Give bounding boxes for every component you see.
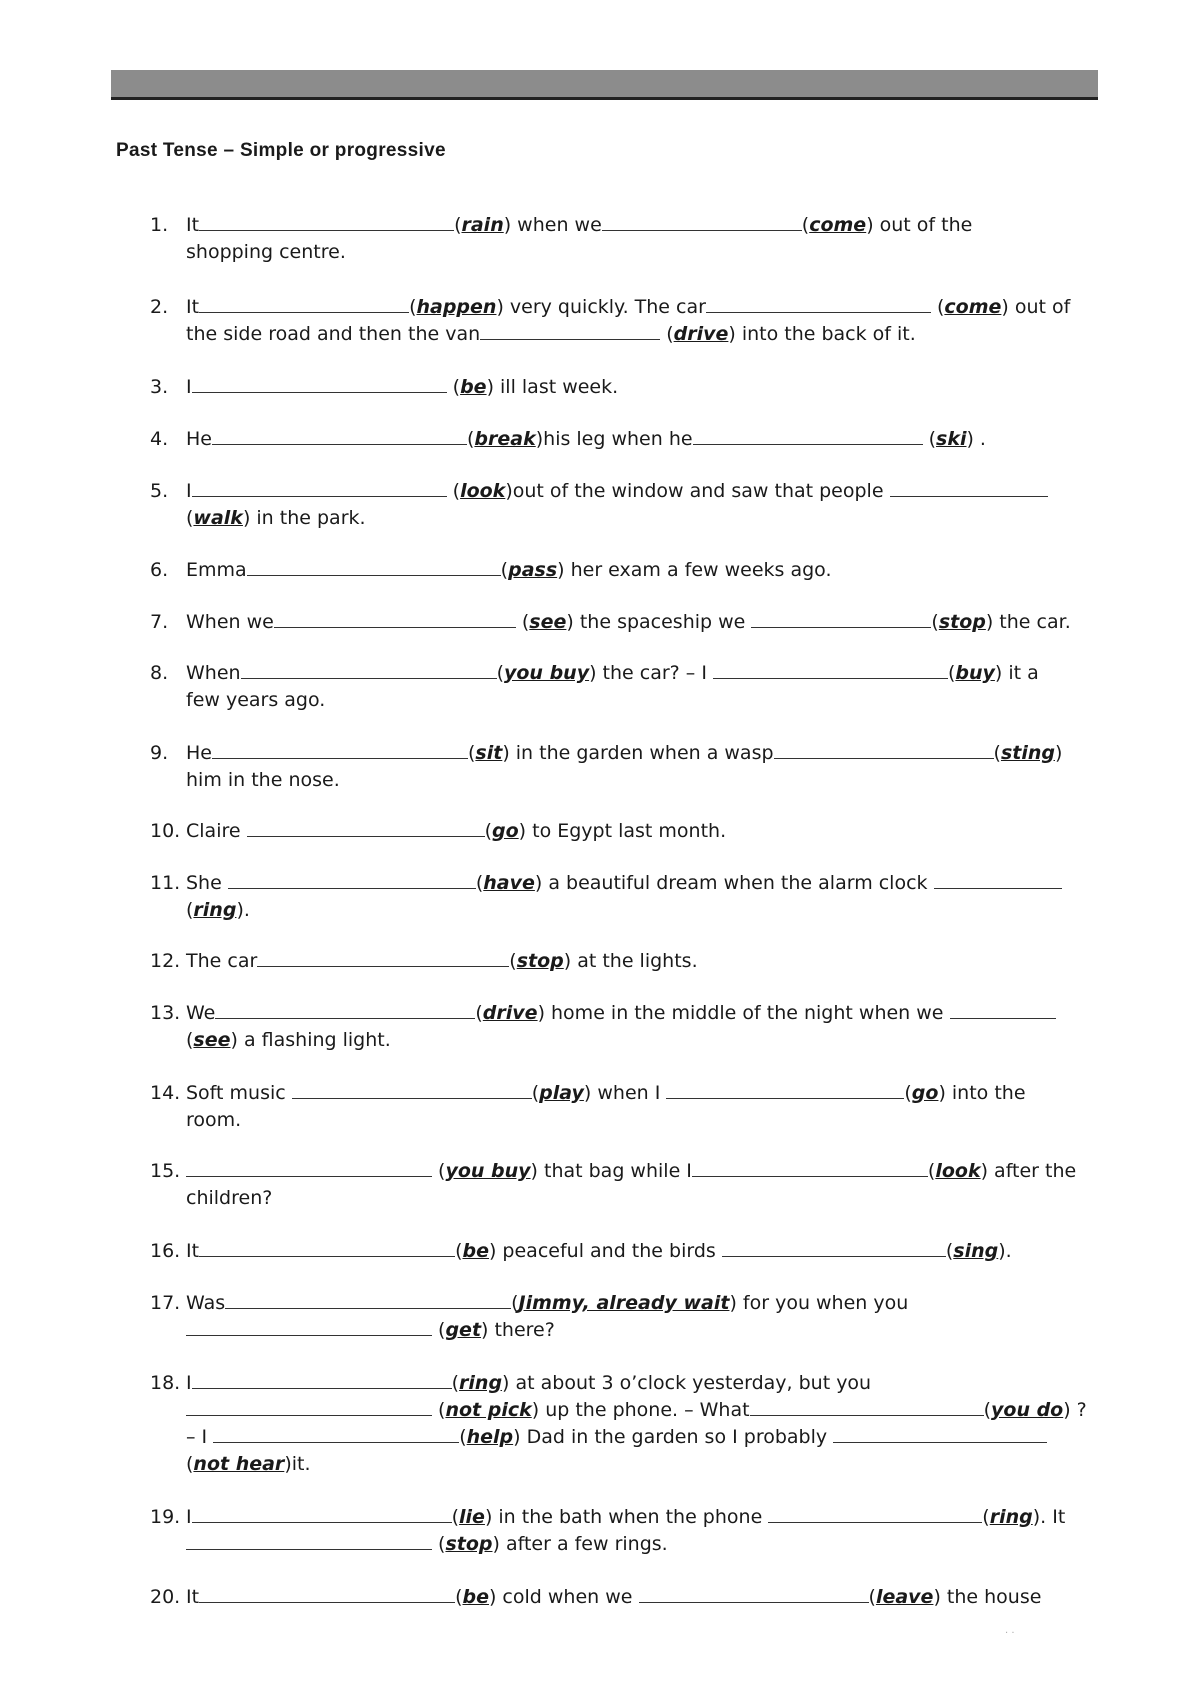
answer-blank[interactable] — [186, 1398, 432, 1416]
question-text: He (break)his leg when he (ski) . — [186, 428, 986, 450]
question-number: 10. — [150, 820, 181, 842]
question-text: When we (see) the spaceship we (stop) the car. — [186, 611, 1071, 633]
verb-hint: sit — [475, 742, 503, 764]
question-item — [150, 740, 1120, 794]
question-number: 7. — [150, 611, 169, 633]
answer-blank[interactable] — [774, 741, 994, 759]
question-item — [150, 948, 1120, 975]
question-number: 13. — [150, 1002, 181, 1024]
question-text: When (you buy) the car? – I (buy) it a few years ago. — [186, 662, 1039, 711]
question-number: 2. — [150, 296, 169, 318]
verb-hint: come — [809, 214, 867, 236]
verb-hint: rain — [461, 214, 504, 236]
question-text: I (look)out of the window and saw that people (walk) in the park. — [186, 478, 1120, 532]
verb-hint: see — [529, 611, 567, 633]
verb-hint: ski — [936, 428, 967, 450]
question-item — [150, 660, 1120, 714]
answer-blank[interactable] — [692, 1159, 928, 1177]
question-number: 17. — [150, 1292, 181, 1314]
verb-hint: you do — [991, 1399, 1064, 1421]
verb-hint: ring — [459, 1372, 503, 1394]
question-item — [150, 609, 1120, 636]
answer-blank[interactable] — [257, 949, 509, 967]
verb-hint: be — [462, 1586, 489, 1608]
verb-hint: happen — [416, 296, 497, 318]
question-number: 20. — [150, 1586, 181, 1608]
question-item — [150, 478, 1120, 532]
answer-blank[interactable] — [639, 1585, 869, 1603]
answer-blank[interactable] — [186, 1159, 432, 1177]
question-number: 9. — [150, 742, 169, 764]
question-item — [150, 294, 1120, 348]
question-number: 18. — [150, 1372, 181, 1394]
question-item — [150, 1290, 1120, 1344]
question-item — [150, 1238, 1120, 1265]
answer-blank[interactable] — [199, 295, 409, 313]
verb-hint: sting — [1000, 742, 1055, 764]
verb-hint: look — [935, 1160, 981, 1182]
verb-hint: look — [460, 480, 506, 502]
verb-hint: drive — [673, 323, 729, 345]
answer-blank[interactable] — [480, 322, 660, 340]
question-item — [150, 1370, 1120, 1478]
verb-hint: go — [492, 820, 519, 842]
question-text: Claire (go) to Egypt last month. — [186, 820, 727, 842]
answer-blank[interactable] — [212, 741, 468, 759]
question-number: 14. — [150, 1082, 181, 1104]
header-bar — [111, 70, 1098, 100]
answer-blank[interactable] — [186, 1318, 432, 1336]
question-number: 15. — [150, 1160, 181, 1182]
question-item — [150, 1584, 1120, 1611]
verb-hint: help — [466, 1426, 514, 1448]
answer-blank[interactable] — [292, 1081, 532, 1099]
footer-mark: . . — [1005, 1625, 1015, 1636]
question-item — [150, 870, 1120, 924]
verb-hint: stop — [516, 950, 564, 972]
question-number: 4. — [150, 428, 169, 450]
question-text: (you buy) that bag while I (look) after the children? — [186, 1160, 1077, 1209]
verb-hint: ring — [989, 1506, 1033, 1528]
answer-blank[interactable] — [199, 1585, 455, 1603]
question-number: 19. — [150, 1506, 181, 1528]
answer-blank[interactable] — [241, 661, 497, 679]
question-item — [150, 1000, 1120, 1054]
verb-hint: not hear — [193, 1453, 285, 1475]
question-text: I (ring) at about 3 o’clock yesterday, but you (not pick) up the phone. – What (you do) ? – I (help) Dad in the garden so I probably (not hear)it. — [186, 1372, 1087, 1475]
question-text: I (be) ill last week. — [186, 376, 619, 398]
question-number: 1. — [150, 214, 169, 236]
question-number: 3. — [150, 376, 169, 398]
answer-blank[interactable] — [228, 871, 476, 889]
question-text: Was (Jimmy, already wait) for you when you (get) there? — [186, 1292, 909, 1341]
verb-hint: pass — [508, 559, 558, 581]
answer-blank[interactable] — [833, 1425, 1047, 1443]
question-text: She (have) a beautiful dream when the alarm clock (ring). — [186, 870, 1120, 924]
answer-blank[interactable] — [693, 427, 923, 445]
question-item — [150, 1504, 1120, 1558]
verb-hint: not pick — [445, 1399, 532, 1421]
answer-blank[interactable] — [713, 661, 948, 679]
question-item — [150, 374, 1120, 401]
answer-blank[interactable] — [751, 610, 931, 628]
verb-hint: you buy — [445, 1160, 531, 1182]
answer-blank[interactable] — [950, 1001, 1056, 1019]
answer-blank[interactable] — [212, 427, 467, 445]
verb-hint: sing — [953, 1240, 999, 1262]
answer-blank[interactable] — [186, 1532, 432, 1550]
answer-blank[interactable] — [602, 213, 802, 231]
question-number: 6. — [150, 559, 169, 581]
answer-blank[interactable] — [192, 479, 447, 497]
question-number: 12. — [150, 950, 181, 972]
question-text: We (drive) home in the middle of the night when we (see) a flashing light. — [186, 1000, 1120, 1054]
verb-hint: lie — [459, 1506, 485, 1528]
question-item — [150, 212, 1120, 266]
answer-blank[interactable] — [706, 295, 931, 313]
question-number: 11. — [150, 872, 181, 894]
answer-blank[interactable] — [225, 1291, 511, 1309]
question-text: It (rain) when we (come) out of the shopping centre. — [186, 214, 973, 263]
question-number: 8. — [150, 662, 169, 684]
answer-blank[interactable] — [768, 1505, 982, 1523]
answer-blank[interactable] — [934, 871, 1062, 889]
question-item — [150, 426, 1120, 453]
question-number: 16. — [150, 1240, 181, 1262]
question-item — [150, 1080, 1120, 1134]
verb-hint: Jimmy, already wait — [518, 1292, 730, 1314]
verb-hint: stop — [938, 611, 986, 633]
verb-hint: buy — [955, 662, 995, 684]
answer-blank[interactable] — [247, 558, 501, 576]
question-text: Soft music (play) when I (go) into the room. — [186, 1082, 1026, 1131]
question-number: 5. — [150, 480, 169, 502]
verb-hint: drive — [482, 1002, 538, 1024]
verb-hint: stop — [445, 1533, 493, 1555]
answer-blank[interactable] — [750, 1398, 984, 1416]
verb-hint: be — [462, 1240, 489, 1262]
question-text: He (sit) in the garden when a wasp (sting) him in the nose. — [186, 742, 1063, 791]
question-text: It (be) cold when we (leave) the house — [186, 1586, 1042, 1608]
question-text: It (be) peaceful and the birds (sing). — [186, 1240, 1012, 1262]
answer-blank[interactable] — [192, 375, 447, 393]
answer-blank[interactable] — [247, 819, 485, 837]
answer-blank[interactable] — [199, 1239, 455, 1257]
verb-hint: come — [944, 296, 1002, 318]
answer-blank[interactable] — [666, 1081, 904, 1099]
verb-hint: have — [483, 872, 535, 894]
question-item — [150, 818, 1120, 845]
question-text: Emma (pass) her exam a few weeks ago. — [186, 559, 832, 581]
verb-hint: play — [539, 1082, 584, 1104]
answer-blank[interactable] — [890, 479, 1048, 497]
question-item — [150, 1158, 1120, 1212]
answer-blank[interactable] — [199, 213, 454, 231]
verb-hint: ring — [193, 899, 237, 921]
answer-blank[interactable] — [722, 1239, 946, 1257]
page-title: Past Tense – Simple or progressive — [116, 140, 446, 161]
question-text: It (happen) very quickly. The car (come) out of the side road and then the van (drive) into the back of it. — [186, 296, 1071, 345]
answer-blank[interactable] — [192, 1505, 452, 1523]
verb-hint: get — [445, 1319, 482, 1341]
answer-blank[interactable] — [215, 1001, 475, 1019]
verb-hint: see — [193, 1029, 231, 1051]
answer-blank[interactable] — [213, 1425, 459, 1443]
verb-hint: be — [460, 376, 487, 398]
question-item — [150, 557, 1120, 584]
question-text: The car (stop) at the lights. — [186, 950, 698, 972]
verb-hint: go — [911, 1082, 939, 1104]
verb-hint: walk — [193, 507, 243, 529]
verb-hint: break — [474, 428, 536, 450]
verb-hint: you buy — [503, 662, 590, 684]
question-text: I (lie) in the bath when the phone (ring). It (stop) after a few rings. — [186, 1506, 1066, 1555]
verb-hint: leave — [875, 1586, 934, 1608]
answer-blank[interactable] — [274, 610, 516, 628]
answer-blank[interactable] — [192, 1371, 452, 1389]
